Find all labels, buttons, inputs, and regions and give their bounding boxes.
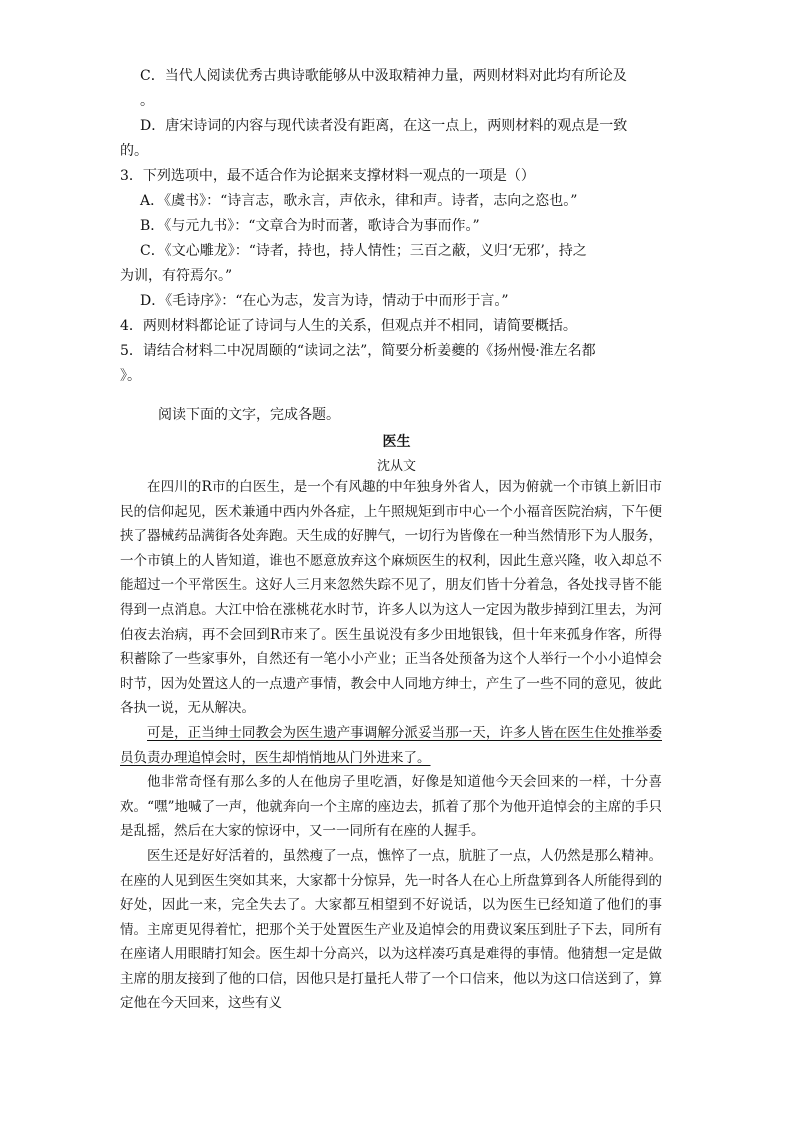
question-3-option-a: A．《虞书》：“诗言志，歌永言，声依永，律和声。诗者，志向之恣也。” (140, 193, 578, 209)
question-4: 4．两则材料都论证了诗词与人生的关系，但观点并不相同，请简要概括。 (120, 318, 577, 334)
story-title: 医生 (382, 434, 411, 450)
option-c-line2: 。 (140, 93, 154, 109)
option-d-line2: 的。 (120, 143, 148, 159)
story-paragraph-1: 在四川的R市的白医生，是一个有风趣的中年独身外省人，因为俯就一个市镇上新旧市民的信仰起见，医术兼通中西内外各症，上午照规矩到市中心一个小福音医院治病，下午便挟了器械药品满街各处奔跑。天生成的好脾气，一切行为皆像在一种当然情形下为人服务，一个市镇上的人皆知道，谁也不愿意放弃这个麻烦医生的权利，因此生意兴隆，收入却总不能超过一个平常医生。这好人三月来忽然失踪不见了，朋友们皆十分着急，各处找寻皆不能得到一点消息。大江中恰在涨桃花水时节，许多人以为这人一定因为散步掉到江里去，为河伯夜去治病，再不会回到R市来了。医生虽说没有多少田地银钱，但十年来孤身作客，所得积蓄除了一些家事外，自然还有一笔小小产业；正当各处预备为这个人举行一个小小追悼会时节，因为处置这人的一点遗产事情，教会中人同地方绅士，产生了一些不同的意见，彼此各执一说，无从解决。 (120, 479, 662, 717)
question-5-line2: 》。 (120, 368, 141, 384)
question-5-line1: 5．请结合材料二中况周颐的“读词之法”，简要分析姜夔的《扬州慢·淮左名都 (120, 343, 596, 359)
option-c-line1: C．当代人阅读优秀古典诗歌能够从中汲取精神力量，两则材料对此均有所论及 (140, 68, 627, 84)
story-body (120, 475, 662, 1016)
question-3-option-d: D．《毛诗序》：“在心为志，发言为诗，情动于中而形于言。” (140, 293, 509, 309)
story-author: 沈从文 (376, 459, 416, 474)
story-paragraph-2 (120, 721, 662, 770)
underlined-sentence: 可是，正当绅士同教会为医生遗产事调解分派妥当那一天，许多人皆在医生住处推举委员负责办理追悼会时，医生却悄悄地从门外进来了。 (120, 724, 662, 766)
option-d-line1: D．唐宋诗词的内容与现代读者没有距离，在这一点上，两则材料的观点是一致 (140, 118, 628, 134)
question-3-option-c-line2: 为训，有符焉尔。” (120, 268, 233, 284)
questions-section (120, 64, 680, 389)
story-paragraph-4: 医生还是好好活着的，虽然瘦了一点，憔悴了一点，肮脏了一点，人仍然是那么精神。在座的人见到医生突如其来，大家都十分惊异，先一时各人在心上所盘算到各人所能得到的好处，因此一来，完全失去了。大家都互相望到不好说话，以为医生已经知道了他们的事情。主席更见得着忙，把那个关于处置医生产业及追悼会的用费议案压到肚子下去，同所有在座诸人用眼睛打知会。医生却十分高兴，以为这样凑巧真是难得的事情。他猜想一定是做主席的朋友接到了他的口信，因他只是打量托人带了一个口信来，他以为这口信送到了，算定他在今天回来，这些有义 (120, 847, 662, 1012)
question-3: 3．下列选项中，最不适合作为论据来支撑材料一观点的一项是（） (120, 168, 535, 184)
question-3-option-b: B．《与元九书》：“文章合为时而著，歌诗合为事而作。” (140, 218, 480, 234)
story-paragraph-3: 他非常奇怪有那么多的人在他房子里吃酒，好像是知道他今天会回来的一样，十分喜欢。“嘿”地喊了一声，他就奔向一个主席的座边去，抓着了那个为他开追悼会的主席的手只是乱摇，然后在大家的惊讶中，又一一同所有在座的人握手。 (120, 774, 662, 840)
reading-instruction: 阅读下面的文字，完成各题。 (158, 407, 340, 423)
question-3-option-c-line1: C．《文心雕龙》：“诗者，持也，持人情性；三百之蔽，义归‘无邪’，持之 (140, 243, 587, 259)
